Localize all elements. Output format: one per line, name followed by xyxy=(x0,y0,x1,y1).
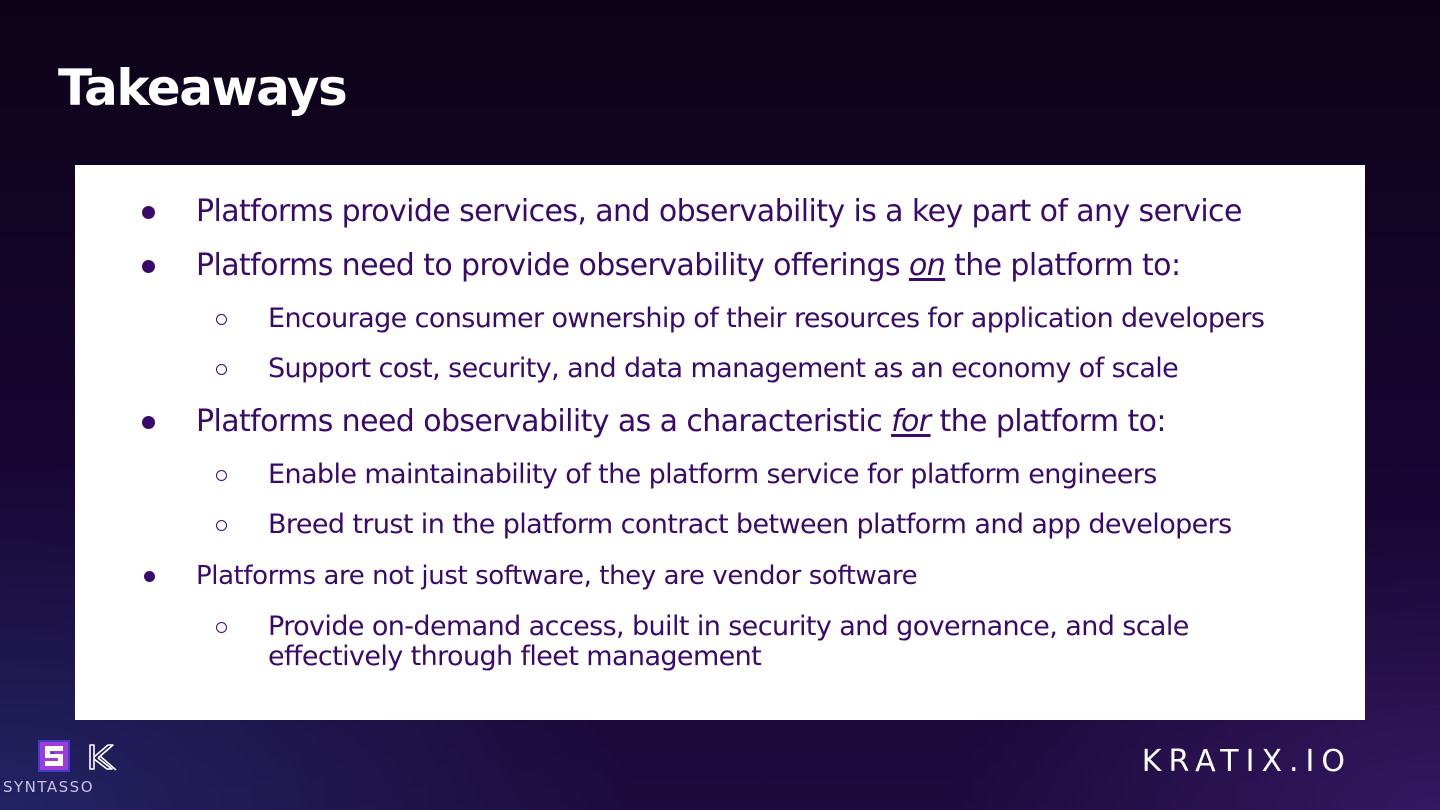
slide-title: Takeaways xyxy=(58,59,347,117)
sub-bullet-ring-icon xyxy=(216,622,227,633)
takeaway-sub-bullet: Encourage consumer ownership of their resources for application developers xyxy=(268,303,1265,334)
takeaway-bullet-4: Platforms are not just software, they are vendor software xyxy=(196,561,918,591)
takeaway-sub-bullet-line-2: effectively through fleet management xyxy=(268,641,762,672)
sub-bullet-ring-icon xyxy=(216,470,227,481)
bullet-3-text-end: the platform to: xyxy=(930,404,1166,439)
kratix-logo-icon xyxy=(86,742,120,772)
bullet-dot-icon xyxy=(144,571,155,582)
sub-bullet-ring-icon xyxy=(216,520,227,531)
kratix-wordmark: KRATIX.IO xyxy=(1141,744,1352,779)
takeaways-card xyxy=(75,165,1365,720)
takeaway-sub-bullet: Enable maintainability of the platform service for platform engineers xyxy=(268,459,1157,490)
bullet-2-text-end: the platform to: xyxy=(945,248,1181,283)
takeaway-sub-bullet: Breed trust in the platform contract between platform and app developers xyxy=(268,509,1232,540)
bullet-dot-icon xyxy=(142,206,155,219)
takeaway-bullet-2 xyxy=(196,248,1180,284)
takeaway-sub-bullet: Support cost, security, and data management as an economy of scale xyxy=(268,353,1179,384)
takeaway-bullet-3 xyxy=(196,404,1166,440)
bullet-2-text: Platforms need to provide observability offerings xyxy=(196,248,909,283)
bullet-dot-icon xyxy=(142,416,155,429)
bullet-3-text: Platforms need observability as a characteristic xyxy=(196,404,892,439)
syntasso-wordmark: SYNTASSO xyxy=(3,778,95,796)
sub-bullet-ring-icon xyxy=(216,364,227,375)
emphasis-on: on xyxy=(908,248,946,283)
syntasso-logo-icon xyxy=(38,740,70,772)
bullet-dot-icon xyxy=(142,260,155,273)
takeaway-bullet-1: Platforms provide services, and observability is a key part of any service xyxy=(196,194,1242,229)
emphasis-for: for xyxy=(891,404,931,439)
takeaway-sub-bullet-line-1: Provide on-demand access, built in security and governance, and scale xyxy=(268,611,1189,642)
sub-bullet-ring-icon xyxy=(216,314,227,325)
